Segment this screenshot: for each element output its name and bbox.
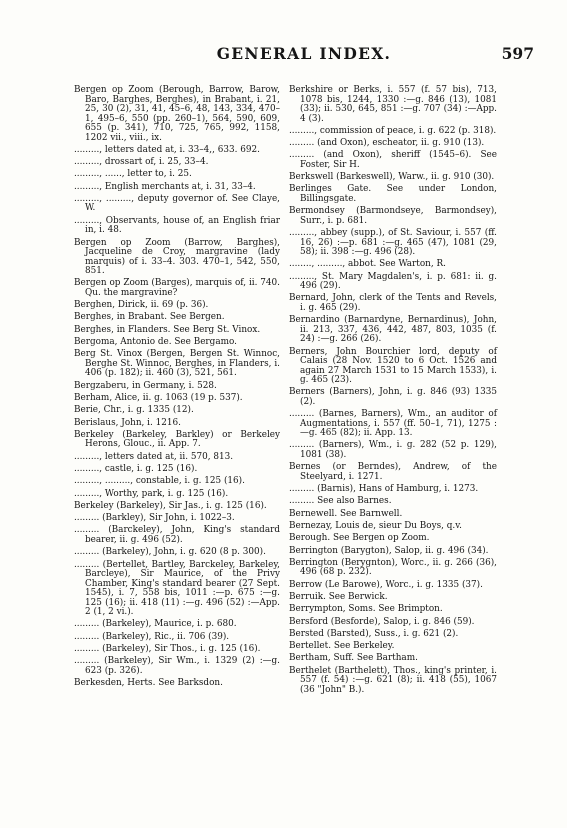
index-entry: Berough. See Bergen op Zoom. [289, 533, 430, 544]
index-entry: ......... (Bertellet, Bartley, Barckeley, Barkeley, Barcleye), Sir Maurice, of the Privy Chamber, King's standard bearer (27 Sept. 1545), i. 7, 558 bis, 1011 :—p. 675 :—g. 125 (16); ii. 418 (11) :—g. 496 (52) :—App. 2 (1, 2 vi.). [74, 559, 280, 618]
index-entry: ........., ......, letter to, i. 25. [74, 169, 192, 180]
index-entry: Berkeley (Barkeley, Barkley) or Berkeley Herons, Glouc., ii. App. 7. [74, 429, 280, 450]
index-entry: ........., commission of peace, i. g. 622 (p. 318). [289, 125, 497, 136]
index-entry: ......... (Barners), Wm., i. g. 282 (52 p. 129), 1081 (38). [289, 440, 497, 460]
index-entry: ......... (Barckeley), John, King's standard bearer, ii. g. 496 (52). [74, 525, 280, 545]
index-entry: ........., ........., constable, i. g. 125 (16). [74, 476, 245, 487]
index-entry: Bergen op Zoom (Barges), marquis of, ii. 740. Qu. the margravine? [74, 278, 280, 298]
index-entry: Bertellet. See Berkeley. [289, 641, 395, 652]
index-entry: ........., ........., deputy governor of. See Claye, W. [74, 193, 280, 214]
page-number: 597 [501, 44, 534, 63]
index-entry: Bernewell. See Barnwell. [289, 508, 403, 519]
running-title: GENERAL INDEX. [216, 44, 392, 63]
index-entry: Berkshire or Berks, i. 557 (f. 57 bis), 713, 1078 bis, 1244, 1330 :—g. 846 (13), 1081 (33); ii. 530, 645, 851 :—g. 707 (34) :—App. 4 (3). [289, 85, 497, 124]
index-entry: Bersted (Barsted), Suss., i. g. 621 (2). [289, 628, 459, 639]
index-entry: Bernes (or Berndes), Andrew, of the Steelyard, i. 1271. [289, 462, 497, 482]
index-entry: ........, ........., abbot. See Warton, R. [289, 259, 446, 270]
page-header [74, 44, 534, 66]
index-entry: ......... See also Barnes. [289, 496, 392, 507]
index-entry: ........., letters dated at, i. 33–4,, 633. 692. [74, 144, 260, 155]
index-entry: ......... (and Oxon), escheator, ii. g. 910 (13). [289, 138, 485, 149]
index-entry: Berghen, Dirick, ii. 69 (p. 36). [74, 300, 209, 311]
index-entry: ......... (Barkeley), Sir Thos., i. g. 125 (16). [74, 643, 261, 654]
index-entry: ......... (Barnes, Barners), Wm., an auditor of Augmentations, i. 557 (ff. 50–1, 71), 1275 :—g. 465 (82); ii. App. 13. [289, 409, 497, 439]
index-entry: Berkeley (Barkeley), Sir Jas., i. g. 125 (16). [74, 500, 267, 511]
index-entry: Bersford (Besforde), Salop, i. g. 846 (59). [289, 616, 475, 627]
index-entry: Berislaus, John, i. 1216. [74, 417, 181, 428]
index-entry: Berlinges Gate. See under London, Billingsgate. [289, 184, 497, 204]
index-entry: ........., Worthy, park, i. g. 125 (16). [74, 488, 229, 499]
index-entry: ......... (Barkeley), John, i. g. 620 (8 p. 300). [74, 547, 266, 558]
index-entry: Bergoma, Antonio de. See Bergamo. [74, 337, 237, 348]
index-column-left [74, 86, 280, 691]
index-entry: ......... (Barkeley), Maurice, i. p. 680. [74, 619, 237, 630]
index-entry: Berrow (Le Barowe), Worc., i. g. 1335 (37). [289, 579, 483, 590]
index-entry: ......... (Barkeley), Sir Wm., i. 1329 (2) :—g. 623 (p. 326). [74, 656, 280, 676]
index-entry: Berghes, in Brabant. See Bergen. [74, 312, 225, 323]
index-entry: ........., abbey (supp.), of St. Saviour, i. 557 (ff. 16, 26) :—p. 681 :—g. 465 (47), 1081 (29, 58); ii. 398 :—g. 496 (28). [289, 228, 497, 258]
index-entry: Berie, Chr., i. g. 1335 (12). [74, 405, 194, 416]
index-entry: Berrington (Barygton), Salop, ii. g. 496 (34). [289, 545, 489, 556]
index-entry: Bergen op Zoom (Barrow, Barghes), Jacqueline de Croy, margravine (lady marquis) of i. 33–4. 303. 470–1, 542, 550, 851. [74, 237, 280, 277]
index-column-right [289, 86, 497, 698]
index-entry: Berners (Barners), John, i. g. 846 (93) 1335 (2). [289, 387, 497, 407]
index-entry: ......... (Barkeley), Ric., ii. 706 (39). [74, 631, 230, 642]
index-entry: ........., St. Mary Magdalen's, i. p. 681: ii. g. 496 (29). [289, 271, 497, 292]
index-entry: ........., letters dated at, ii. 570, 813. [74, 451, 234, 462]
index-entry: Bergzaberu, in Germany, i. 528. [74, 380, 217, 391]
index-entry: ........., castle, i. g. 125 (16). [74, 463, 198, 474]
index-entry: Bermondsey (Barmondseye, Barmondsey), Surr., i. p. 681. [289, 206, 497, 226]
index-entry: Berners, John Bourchier lord, deputy of Calais (28 Nov. 1520 to 6 Oct. 1526 and again 27 March 1531 to 15 March 1533), i. g. 465 (23). [289, 346, 497, 386]
index-entry: ......... (and Oxon), sheriff (1545–6). See Foster, Sir H. [289, 150, 497, 170]
index-entry: Berkesden, Herts. See Barksdon. [74, 678, 223, 688]
index-entry: Bernardino (Barnardyne, Bernardinus), John, ii. 213, 337, 436, 442, 487, 803, 1035 (f. 24) :—g. 266 (26). [289, 315, 497, 345]
index-entry: ......... (Barkley), Sir John, i. 1022–3. [74, 513, 235, 524]
index-entry: ........., English merchants at, i. 31, 33–4. [74, 181, 256, 192]
index-entry: ........., Observants, house of, an English friar in, i. 48. [74, 215, 280, 236]
index-entry: ........., drossart of, i. 25, 33–4. [74, 157, 209, 168]
index-entry: Berrympton, Soms. See Brimpton. [289, 604, 443, 615]
index-entry: Berruik. See Berwick. [289, 591, 388, 602]
index-entry: Bernard, John, clerk of the Tents and Revels, i. g. 465 (29). [289, 293, 497, 313]
index-entry: Berham, Alice, ii. g. 1063 (19 p. 537). [74, 392, 243, 403]
index-entry: Berkswell (Barkeswell), Warw., ii. g. 910 (30). [289, 172, 495, 183]
index-entry: Bernezay, Louis de, sieur Du Boys, q.v. [289, 520, 462, 531]
index-entry: Bertham, Suff. See Bartham. [289, 653, 418, 664]
index-entry: ......... (Barnis), Hans of Hamburg, i. 1273. [289, 484, 479, 495]
index-entry: Berg St. Vinox (Bergen, Bergen St. Winnoc, Berghe St. Winnoc, Berghes, in Flanders, i. 406 (p. 182); ii. 460 (3), 521, 561. [74, 349, 280, 379]
index-entry: Berrington (Berygnton), Worc., ii. g. 266 (36), 496 (68 p. 232). [289, 557, 497, 578]
index-entry: Berghes, in Flanders. See Berg St. Vinox. [74, 324, 261, 335]
index-entry: Bergen op Zoom (Berough, Barrow, Barow, Baro, Barghes, Berghes), in Brabant, i. 21, 25, 30 (2), 31, 41, 45–6, 48, 143, 334, 470–1, 495–6, 550 (pp. 260–1), 564, 590, 609, 655 (p. 341), 710, 725, 765, 992, 1158, 1202 vii., viii., ix. [74, 85, 280, 143]
index-entry: Berthelet (Barthelett), Thos., king's printer, i. 557 (f. 54) :—g. 621 (8); ii. 418 (55), 1067 (36 "John" B.). [289, 665, 497, 695]
